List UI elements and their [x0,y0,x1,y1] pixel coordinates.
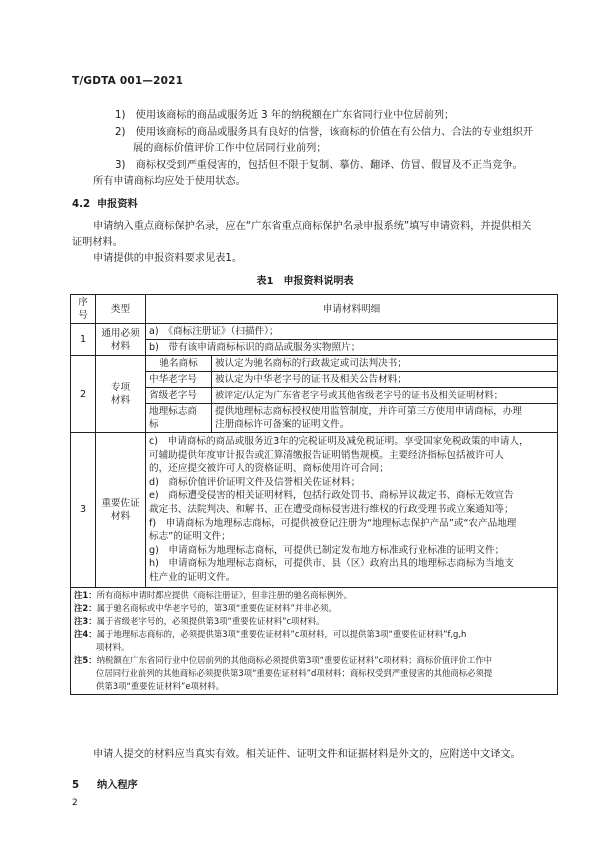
row-number: 3 [71,433,96,588]
paragraph: 申请纳入重点商标保护名录，应在“广东省重点商标保护名录申报系统”填写申请资料，并提供相关 [93,221,532,232]
note: 注5：纳税额在广东省同行业中位居前列的其他商标必须提供第3项“重要佐证材料”c项材料；商标价值评价工作中 位居同行业前列的其他商标必须提供第3项“重要佐证材料”d项材料；商标权受到严重侵害的其他商标必须提 供第3项“重要佐证材料”e项材料。 [74,654,493,691]
list-item: 3) 商标权受到严重侵害的，包括但不限于复制、摹仿、翻译、仿冒、假冒及不正当竞争。 [115,160,523,171]
special-category: 地理标志商 标 [146,404,212,433]
special-category: 中华老字号 [146,372,212,388]
table-row [71,324,558,340]
paragraph: 申请人提交的材料应当真实有效。相关证件、证明文件和证据材料是外文的，应附送中文译文。 [93,749,521,760]
header-cell: 序号 [71,295,96,324]
document-code: T/GDTA 001—2021 [72,75,184,87]
header-cell: 申请材料明细 [146,295,558,324]
supporting-materials: c) 申请商标的商品或服务近3年的完税证明及减免税证明。享受国家免税政策的申请人， 可辅助提供年度审计报告或汇算清缴报告证明销售规模。主要经济指标包括被许可人 的，还应提交被许可人的资格证明、商标使用许可合同； d) 商标价值评价证明文件及信誉相关佐证材料； e) 商标遭受侵害的相关证明材料，包括行政处罚书、商标异议裁定书、商标无效宣告 裁定书、法院判决、和解书、正在遭受商标侵害进行维权的行政受理书或立案通知等； f) 申请商标为地理标志商标，可提供被登记注册为“地理标志保护产品”或“农产品地理 标志”的证明文件； g) 申请商标为地理标志商标，可提供已制定发布地方标准或行业标准的证明文件； h) 申请商标为地理标志商标，可提供市、县（区）政府出具的地理标志商标为当地支 柱产业的证明文件。 [146,433,558,588]
note: 注3：属于省级老字号的，必须提供第3项“重要佐证材料”c项材料。 [74,615,325,626]
special-category: 驰名商标 [146,356,212,372]
material-item: b) 带有该申请商标标识的商品或服务实物照片； [146,340,558,356]
paragraph: 证明材料。 [72,237,123,248]
section-title: 纳入程序 [97,780,138,791]
table-row [71,433,558,588]
section-title: 申报资料 [97,199,138,210]
row-number: 1 [71,324,96,356]
row-type: 专项 材料 [96,356,146,433]
table-header-row [71,295,558,324]
section-number: 4.2 [72,199,91,210]
material-item: a) 《商标注册证》（扫描件）； [146,324,558,340]
special-requirement: 被认定为驰名商标的行政裁定或司法判决书； [212,356,558,372]
list-item: 2) 使用该商标的商品或服务具有良好的信誉，该商标的价值在有公信力、合法的专业组织开 [115,127,533,138]
row-number: 2 [71,356,96,433]
special-category: 省级老字号 [146,388,212,404]
special-requirement: 被评定/认定为广东省老字号或其他省级老字号的证书及相关证明材料； [212,388,558,404]
list-item: 1) 使用该商标的商品或服务近 3 年的纳税额在广东省同行业中位居前列； [115,110,455,121]
list-item-continuation: 展的商标价值评价工作中位居同行业前列； [133,143,327,154]
section-number: 5 [72,780,80,791]
note: 注4：属于地理标志商标的，必须提供第3项“重要佐证材料”c项材料，可以提供第3项“重要佐证材料”f,g,h 项材料。 [74,628,467,652]
row-type: 重要佐证 材料 [96,433,146,588]
special-requirement: 被认定为中华老字号的证书及相关公告材料； [212,372,558,388]
materials-table [70,294,558,695]
table-row [71,356,558,372]
note: 注1：所有商标申请时都应提供《商标注册证》，但非注册的驰名商标例外。 [74,589,353,600]
special-requirement: 提供地理标志商标授权使用监管制度，并许可第三方使用申请商标，办理 注册商标许可备案的证明文件。 [212,404,558,433]
note: 注2：属于驰名商标或中华老字号的，第3项“重要佐证材料”并非必须。 [74,602,337,613]
table-notes [71,587,558,694]
table-title: 表1 申报资料说明表 [256,276,354,287]
page-number: 2 [72,798,78,808]
notes-cell [71,587,558,694]
paragraph: 所有申请商标均应处于使用状态。 [93,176,246,187]
header-cell: 类型 [96,295,146,324]
row-type: 通用必须 材料 [96,324,146,356]
paragraph: 申请提供的申报资料要求见表1。 [93,253,243,264]
